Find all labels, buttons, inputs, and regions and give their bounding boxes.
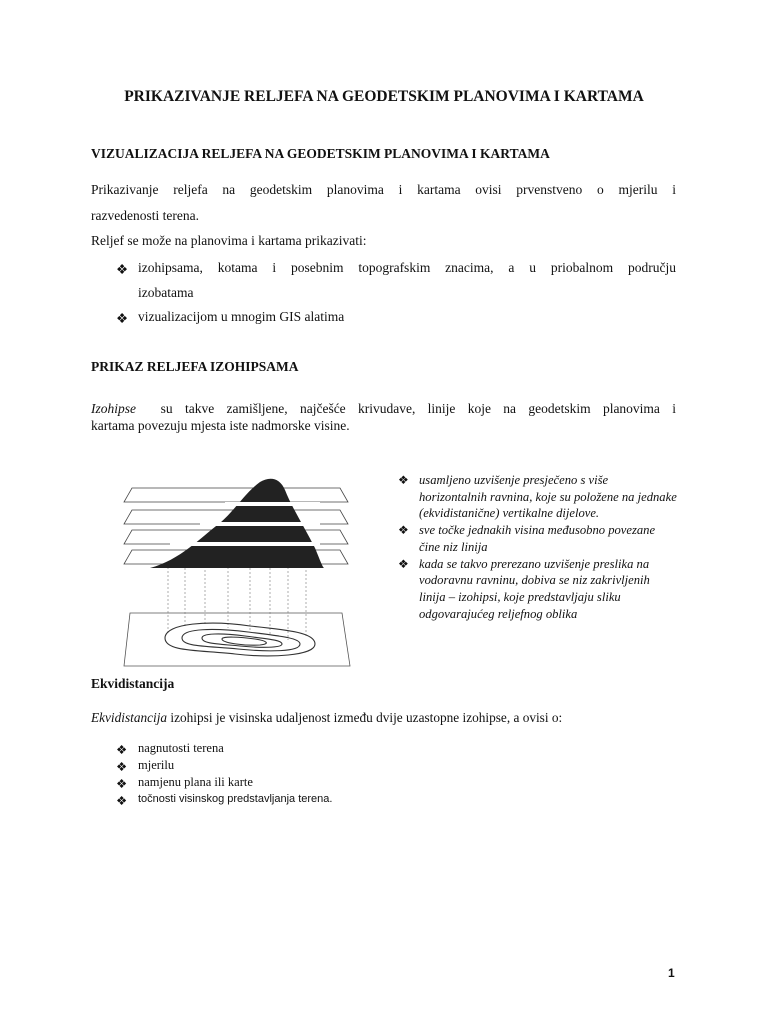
ekvidistancija-definition-text: izohipsi je visinska udaljenost između dvije uzastopne izohipse, a ovisi o:: [170, 710, 563, 725]
bullet-icon: ❖: [398, 473, 409, 487]
bullet-icon: ❖: [116, 760, 128, 774]
bullet-icon: ❖: [116, 777, 128, 791]
method-item-1-line-2: izobatama: [138, 285, 194, 300]
factor-item-2: mjerilu: [138, 758, 175, 772]
document-title: PRIKAZIVANJE RELJEFA NA GEODETSKIM PLANOVIMA I KARTAMA: [124, 88, 644, 105]
bullet-icon: ❖: [116, 743, 128, 757]
bullet-icon: ❖: [398, 556, 409, 571]
bullet-icon: ❖: [116, 262, 129, 277]
figure-notes-list: [398, 472, 678, 622]
izohipse-definition-text: su takve zamišljene, najčešće krivudave, linije koje na geodetskim planovima i: [160, 401, 676, 416]
figure-note-text: usamljeno uzvišenje presječeno s više horizontalnih ravnina, koje su položene na jednake (ekvidistanične) vertikalne dijelove.: [419, 473, 677, 521]
intro-line-2: razvedenosti terena.: [91, 208, 199, 223]
figure-note-text: kada se takvo prerezano uzvišenje preslika na vodoravnu ravninu, dobiva se niz zakrivljenih linija – izohipsi, koje predstavljaju sliku odgovarajućeg reljefnog oblika: [419, 556, 650, 621]
figure-note-1: [398, 472, 678, 522]
figure-note-2: [398, 522, 678, 555]
factor-item-3: namjenu plana ili karte: [138, 775, 253, 789]
izohipse-definition-line-2: kartama povezuju mjesta iste nadmorske visine.: [91, 418, 350, 433]
section-heading-vizualizacija: VIZUALIZACIJA RELJEFA NA GEODETSKIM PLANOVIMA I KARTAMA: [91, 146, 550, 161]
method-item-1-line-1: izohipsama, kotama i posebnim topografskim znacima, a u priobalnom području: [138, 260, 676, 275]
contour-planes-figure: [110, 468, 370, 668]
factor-item-4: točnosti visinskog predstavljanja terena.: [138, 793, 333, 805]
section-heading-izohipse: PRIKAZ RELJEFA IZOHIPSAMA: [91, 359, 299, 374]
intro-line-1: Prikazivanje reljefa na geodetskim planovima i kartama ovisi prvenstveno o mjerilu i: [91, 182, 676, 197]
term-ekvidistancija: Ekvidistancija: [91, 710, 168, 725]
bullet-icon: ❖: [116, 794, 128, 808]
bullet-icon: ❖: [116, 311, 129, 326]
method-item-2: vizualizacijom u mnogim GIS alatima: [138, 309, 345, 324]
bullet-icon: ❖: [398, 523, 409, 538]
izohipse-definition-line-1: [91, 401, 676, 417]
term-izohipse: Izohipse: [91, 401, 136, 416]
figure-note-text: sve točke jednakih visina međusobno povezane čine niz linija: [419, 523, 656, 554]
ekvidistancija-definition: [91, 710, 676, 726]
section-heading-ekvidistancija: Ekvidistancija: [91, 676, 175, 691]
factor-item-1: nagnutosti terena: [138, 741, 224, 755]
intro-line-3: Reljef se može na planovima i kartama prikazivati:: [91, 233, 367, 248]
figure-note-3: [398, 556, 678, 623]
page-number: 1: [668, 966, 675, 980]
